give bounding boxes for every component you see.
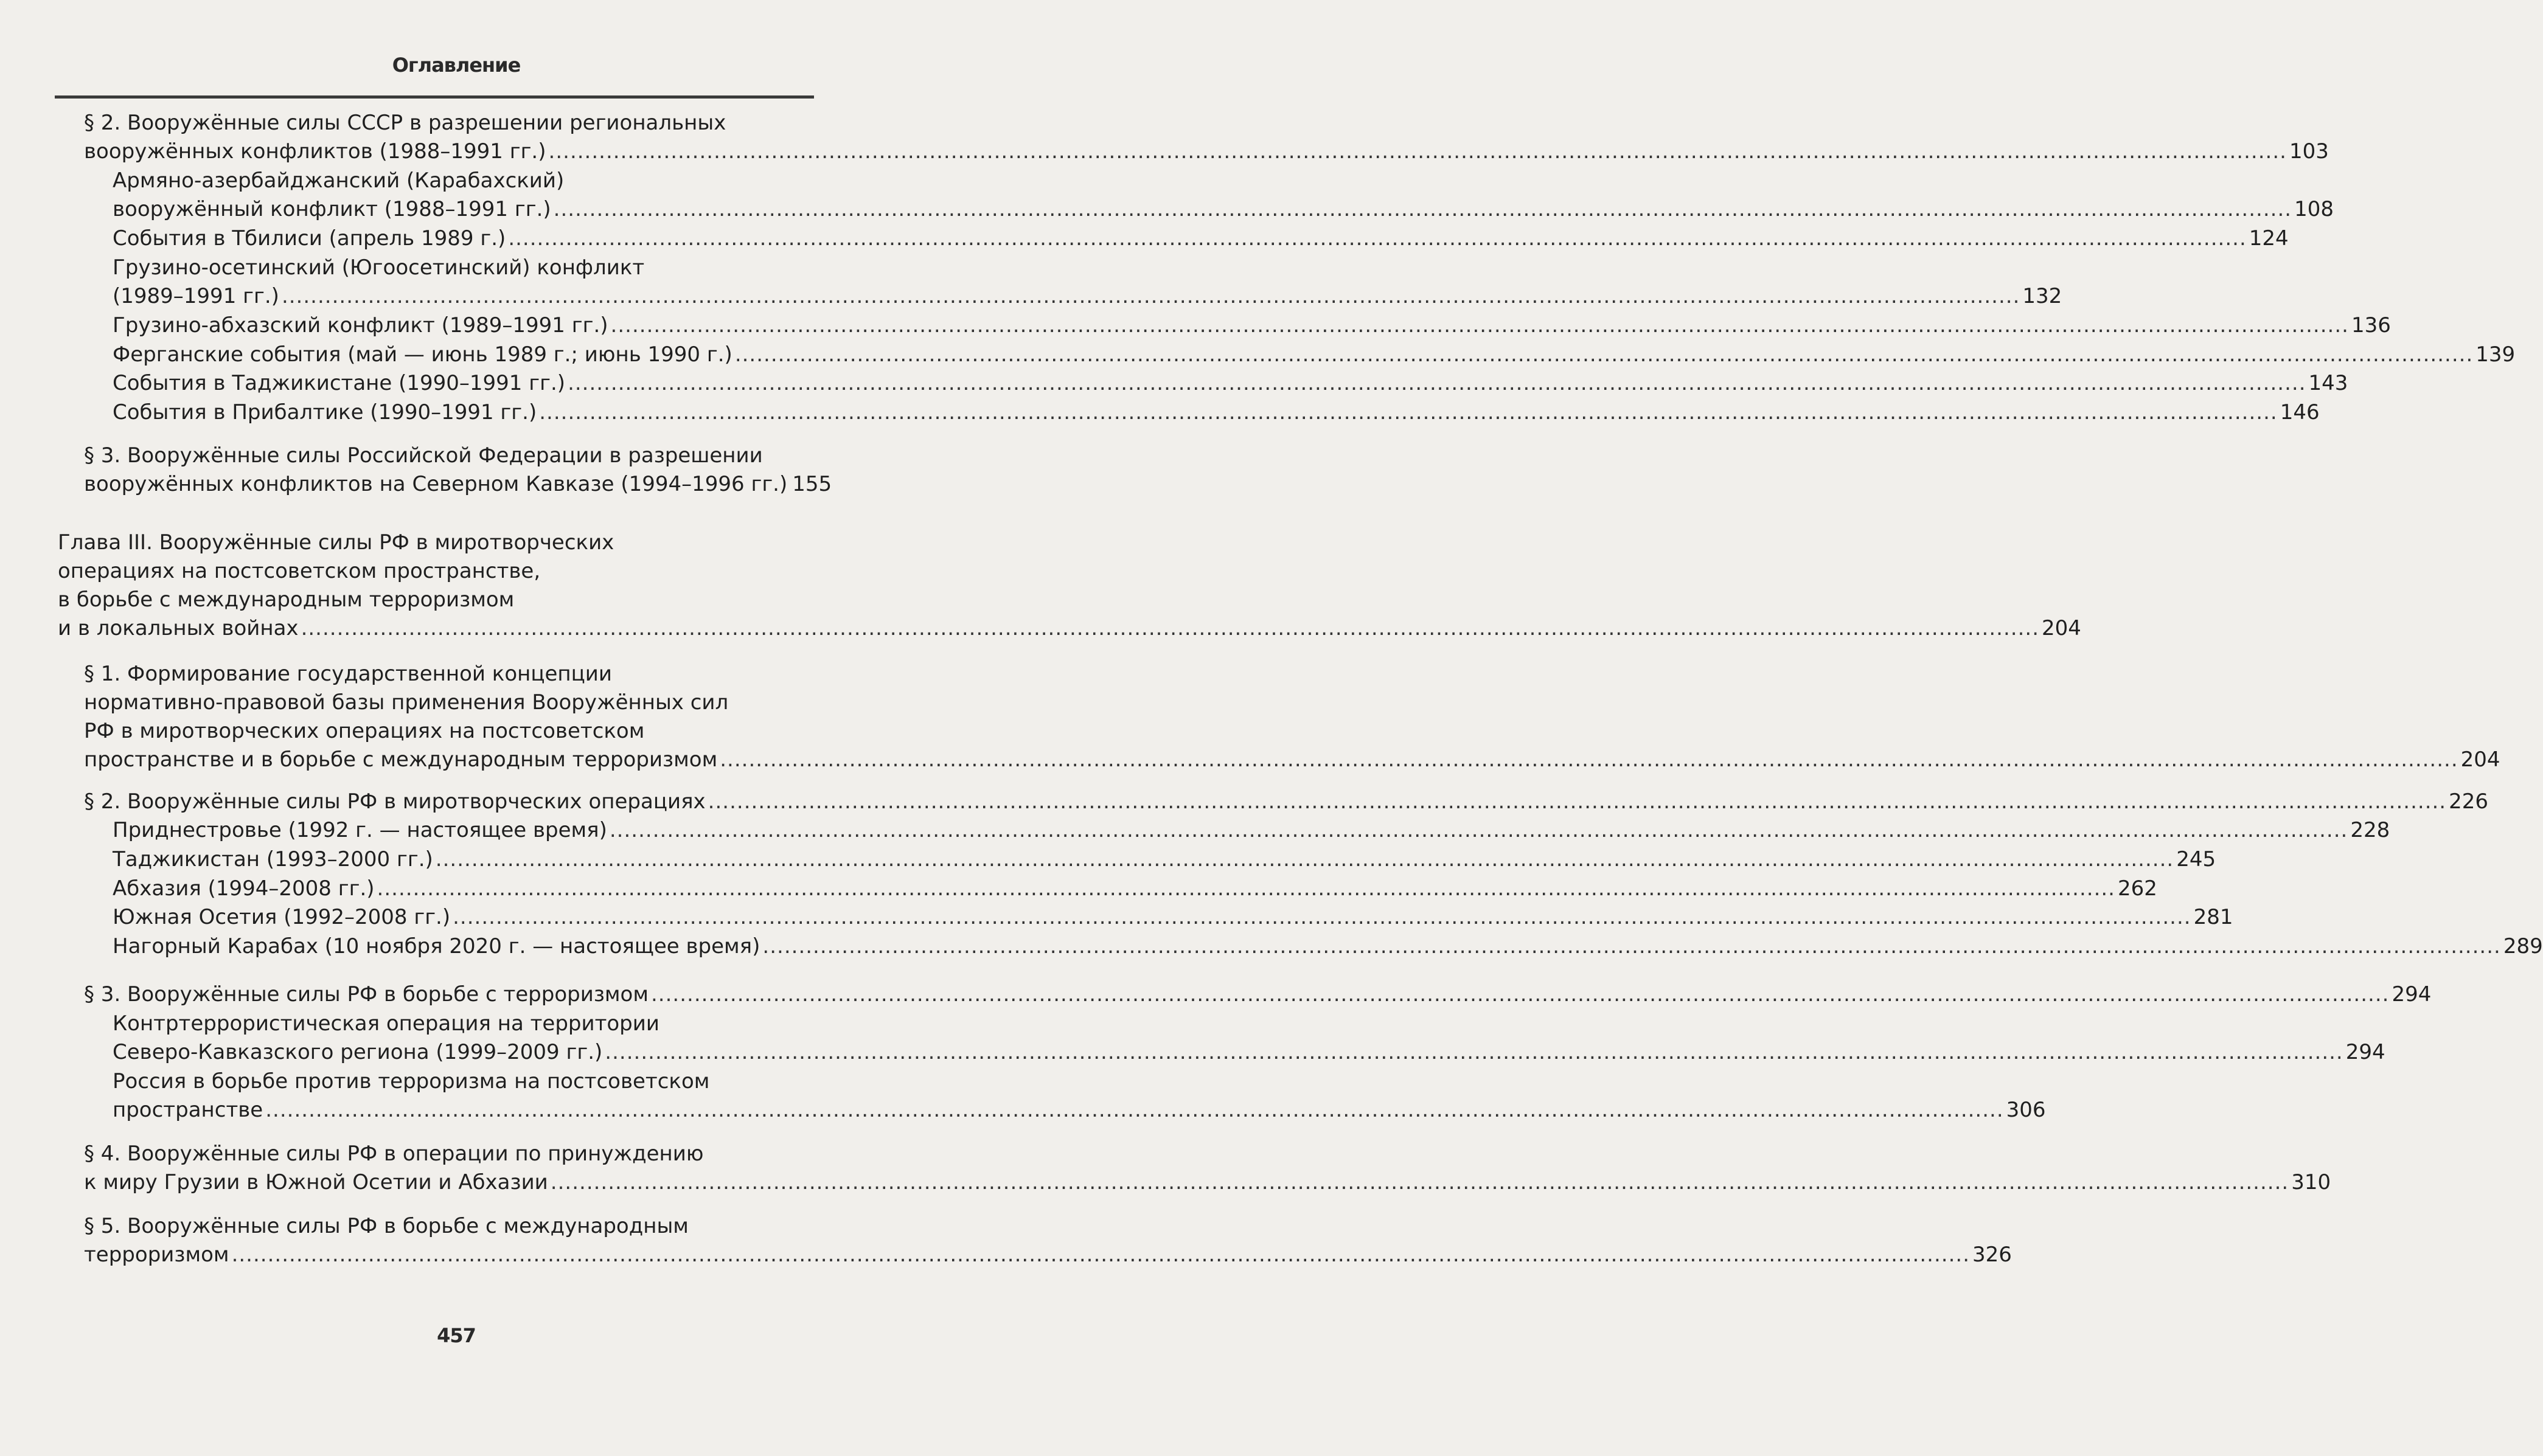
toc-entry-line [113,1010,807,1038]
toc-entry-text: и в локальных войнах [58,616,299,640]
toc-page-number: 326 [1972,1243,2012,1267]
dot-leader [549,137,2287,166]
toc-entry-text: операциях на постсоветском пространстве, [58,559,541,583]
toc-page-number: 139 [2475,342,2516,367]
dot-leader [605,1038,2343,1067]
toc-entry-text: пространстве [113,1098,263,1122]
toc-entry-line [113,1067,807,1096]
toc-entry-line [84,109,807,137]
toc-page-number: 281 [2193,905,2233,929]
toc-entry-text: Глава III. Вооружённые силы РФ в миротворческих [58,530,614,555]
toc-entry-line [113,167,807,195]
toc-entry[interactable] [113,369,2348,398]
dot-leader [436,845,2174,874]
toc-entry-line [113,282,2062,311]
toc-entry-line [84,788,2489,816]
toc-entry-text: § 2. Вооружённые силы СССР в разрешении региональных [84,111,726,135]
toc-entry-text: пространстве и в борьбе с международным терроризмом [84,747,718,772]
toc-page-number: 132 [2022,284,2062,308]
toc-entry[interactable] [84,660,2500,774]
toc-page-number: 204 [2042,616,2081,640]
toc-page-number: 103 [2289,139,2329,164]
toc-entry[interactable] [84,109,2329,166]
toc-entry[interactable] [113,816,2390,845]
toc-entry-line [113,1038,2385,1067]
toc-entry-text: Грузино-осетинский (Югоосетинский) конфликт [113,255,645,280]
toc-page-number: 228 [2350,818,2390,842]
toc-entry-text: вооружённых конфликтов на Северном Кавказе (1994–1996 гг.) [84,472,788,496]
dot-leader [301,614,2039,643]
toc-entry-text: § 3. Вооружённые силы РФ в борьбе с терроризмом [84,982,649,1007]
toc-entry-text: в борьбе с международным терроризмом [58,588,515,612]
toc-entry-line [113,1096,2046,1125]
toc-entry-line [84,688,807,717]
toc-entry-line [58,614,2081,643]
toc-entry[interactable] [113,875,2157,903]
toc-entry-text: Ферганские события (май — июнь 1989 г.; июнь 1990 г.) [113,342,732,367]
toc-entry-line [113,875,2157,903]
dot-leader [651,980,2389,1009]
toc-page-number: 155 [792,472,832,496]
running-title: Оглавление [392,54,521,77]
toc-entry-text: § 5. Вооружённые силы РФ в борьбе с международным [84,1214,689,1238]
toc-entry-line [58,586,807,614]
toc-entry[interactable] [113,845,2216,874]
dot-leader [720,746,2458,774]
dot-leader [610,816,2348,845]
toc-entry-line [113,341,2516,369]
toc-entry-line [84,1168,2331,1197]
toc-entry[interactable] [84,788,2489,816]
toc-entry-line [84,470,832,499]
toc-entry[interactable] [113,932,2543,961]
toc-entry-text: Россия в борьбе против терроризма на постсоветском [113,1069,710,1094]
toc-entry-line [58,557,807,586]
toc-entry-text: § 4. Вооружённые силы РФ в операции по принуждению [84,1142,704,1166]
toc-entry-text: Приднестровье (1992 г. — настоящее время) [113,818,607,842]
toc-entry-text: Армяно-азербайджанский (Карабахский) [113,168,565,193]
toc-entry-text: Нагорный Карабах (10 ноября 2020 г. — настоящее время) [113,934,760,959]
toc-entry-text: События в Тбилиси (апрель 1989 г.) [113,226,506,251]
dot-leader [762,932,2500,961]
dot-leader [568,369,2306,398]
toc-page-number: 204 [2460,747,2500,772]
toc-page-number: 124 [2249,226,2289,251]
toc-page-number: 262 [2118,876,2157,901]
dot-leader [554,195,2292,224]
toc-entry-text: § 2. Вооружённые силы РФ в миротворческих операциях [84,789,706,814]
dot-leader [232,1241,1970,1269]
toc-entry-line [113,903,2233,932]
toc-page-number: 294 [2345,1040,2385,1064]
toc-entry-line [84,980,2432,1009]
toc-entry-text: События в Таджикистане (1990–1991 гг.) [113,371,566,395]
toc-entry-line [113,845,2216,874]
toc-entry[interactable] [113,167,2334,224]
toc-page-number: 289 [2503,934,2543,959]
toc-entry[interactable] [84,1140,2331,1197]
toc-page-number: 245 [2176,847,2216,872]
toc-entry[interactable] [113,398,2320,427]
dot-leader [551,1168,2289,1197]
dot-leader [265,1096,2003,1125]
toc-entry[interactable] [113,341,2516,369]
toc-entry-text: РФ в миротворческих операциях на постсоветском [84,719,645,743]
toc-page-number: 226 [2449,789,2489,814]
toc-entry[interactable] [113,1010,2385,1067]
toc-entry[interactable] [84,442,832,499]
dot-leader [611,311,2349,340]
toc-entry-text: Таджикистан (1993–2000 гг.) [113,847,433,872]
toc-entry-text: § 1. Формирование государственной концепции [84,662,612,686]
toc-entry[interactable] [84,1212,2012,1269]
toc-entry-text: вооружённый конфликт (1988–1991 гг.) [113,197,551,221]
toc-entry[interactable] [113,254,2062,311]
toc-entry[interactable] [113,311,2391,340]
toc-entry-text: Абхазия (1994–2008 гг.) [113,876,375,901]
page-number: 457 [437,1324,476,1347]
toc-entry-line [113,195,2334,224]
toc-entry-line [84,1241,2012,1269]
dot-leader [453,903,2191,932]
toc-entry-text: Северо-Кавказского региона (1999–2009 гг.) [113,1040,603,1064]
toc-entry[interactable] [84,980,2432,1009]
toc-entry-line [84,1212,807,1241]
toc-page-number: 136 [2351,313,2391,338]
toc-entry-line [113,932,2543,961]
toc-page-number: 310 [2291,1170,2331,1194]
toc-entry-text: События в Прибалтике (1990–1991 гг.) [113,400,537,425]
toc-entry-line [84,1140,807,1168]
toc-entry-text: нормативно-правовой базы применения Вооружённых сил [84,690,729,715]
dot-leader [735,341,2473,369]
toc-entry-text: Контртеррористическая операция на территории [113,1011,659,1036]
toc-page-number: 146 [2280,400,2320,425]
toc-entry-text: (1989–1991 гг.) [113,284,279,308]
toc-page-number: 294 [2392,982,2432,1007]
toc-entry-line [84,442,807,470]
toc-entry-text: § 3. Вооружённые силы Российской Федерации в разрешении [84,443,763,468]
dot-leader [539,398,2277,427]
toc-entry-text: терроризмом [84,1243,229,1267]
dot-leader [377,875,2115,903]
toc-entry-line [84,717,807,746]
toc-entry-line [113,224,2289,253]
toc-entry-line [58,529,807,557]
toc-entry[interactable] [58,529,2081,643]
toc-entry[interactable] [113,903,2233,932]
toc-entry-line [113,398,2320,427]
toc-entry-text: вооружённых конфликтов (1988–1991 гг.) [84,139,546,164]
dot-leader [282,282,2020,311]
toc-entry-text: Грузино-абхазский конфликт (1989–1991 гг.) [113,313,608,338]
toc-entry-line [84,746,2500,774]
toc-entry[interactable] [113,224,2289,253]
toc-entry-line [84,660,807,688]
toc-entry[interactable] [113,1067,2046,1125]
toc-page-number: 143 [2308,371,2348,395]
toc-page-number: 306 [2006,1098,2046,1122]
toc-entry-line [113,254,807,282]
toc-entry-line [84,137,2329,166]
toc-entry-line [113,369,2348,398]
toc-entry-text: Южная Осетия (1992–2008 гг.) [113,905,451,929]
toc-entry-line [113,816,2390,845]
toc-entry-text: к миру Грузии в Южной Осетии и Абхазии [84,1170,548,1194]
toc-entry-line [113,311,2391,340]
dot-leader [708,788,2446,816]
dot-leader [508,224,2246,253]
toc-page-number: 108 [2294,197,2334,221]
